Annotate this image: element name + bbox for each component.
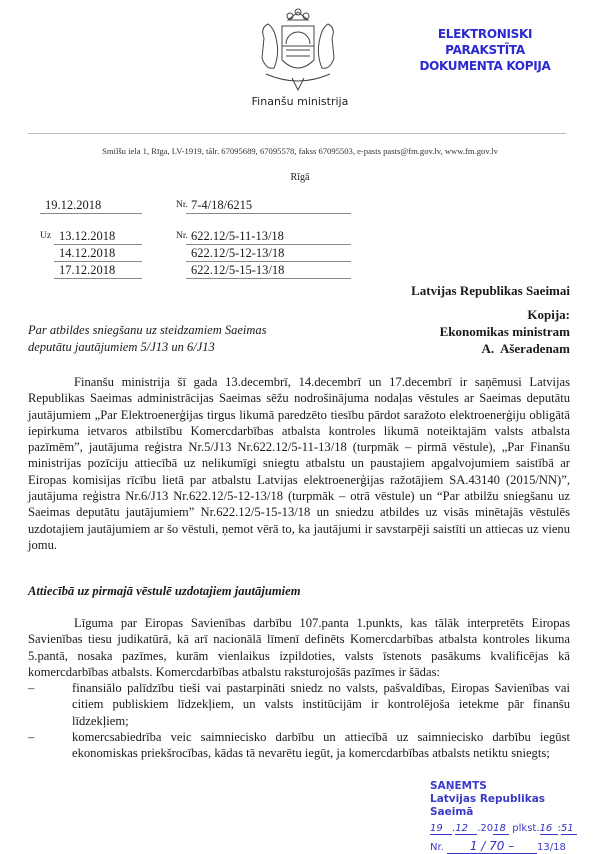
paragraph-text: Līguma par Eiropas Savienības darbību 107.panta 1.punkts, kas tālāk interpretēts Eiropas Savienības tiesu judikatūrā, kā arī nacionālā līmenī definēts Komercdarbības atbalsta kontroles likuma 5.pantā, nosaka pazīmes, kurām vienlaikus izpildoties, valsts īstenots pasākums kvalificējas kā komercdarbības atbalsts. Komercdarbības atbalstu raksturojošās pazīmes ir šādas: xyxy=(28,616,570,679)
ministry-name: Finanšu ministrija xyxy=(251,95,349,108)
paragraph-text: Finanšu ministrija šī gada 13.decembrī, 14.decembrī un 17.decembrī ir saņēmusi Latvijas Republikas Saeimas administrācijas Saeimas sēžu nodrošinājuma nodaļas vēstules ar Saeimas deputātu jautājumiem „Par Elektroenerģijas tirgus likumā paredzēto tiesību pārdot saražoto elektroenerģiju obligātā iepirkuma ietvaros atbilstību Komercdarbības atbalsta kontroles likumā noteiktajām valsts atbalsta pazīmēm”, jautājuma reģistra Nr.5/J13 Nr.622.12/5-11-13/18 (turpmāk – pirmā vēstule), „Par Finanšu ministrijas pozīciju attiecībā uz nelikumīgi sniegtu atbalstu un paustajiem apgalvojumiem saistībā ar Eiropas komisijas rīcību lietā par atbalstu Latvijas elektroenerģijas ražotājiem SA.43140 (2015/NN)”, jautājuma reģistra Nr.6/J13 Nr.622.12/5-12-13/18 (turpmāk – otrā vēstule) un “Par atbilžu sniegšanu uz Saeimas deputātu jautājumiem” Nr.622.12/5-15-13/18 un sniedzu atbildes uz visās minētajās vēstulēs uzdotajiem jautājumiem ar šo vēstuli, ņemot vērā to, ka jautājumi ir savstarpēji saistīti un attiecas uz vienu jomu. xyxy=(28,375,570,552)
received-org: Latvijas Republikas Saeimā xyxy=(430,793,546,818)
received-hour: 16 xyxy=(540,823,558,835)
letter-subject: Par atbildes sniegšanu uz steidzamiem Saeimas deputātu jautājumiem 5/J13 un 6/J13 xyxy=(28,323,267,354)
time-label: plkst. xyxy=(512,823,540,834)
bullet-text: komercsabiedrība veic saimniecisko darbību un attiecībā uz saimniecisko darbību iegūst ekonomiskas priekšrocības, kādas tā nevarētu iegūt, ja komercdarbības atbalsts netiktu sniegts; xyxy=(72,730,570,761)
received-nr-label: Nr. xyxy=(430,842,444,853)
year-prefix: 20 xyxy=(480,823,494,834)
reference-number: 622.12/5-12-13/18 xyxy=(186,246,351,262)
received-year: 18 xyxy=(493,823,509,835)
stamp-line-2: DOKUMENTA KOPIJA xyxy=(419,59,551,73)
coat-of-arms-logo xyxy=(252,8,344,94)
received-minute: 51 xyxy=(561,823,577,835)
received-day: 19 xyxy=(430,823,452,835)
received-title: SAŅEMTS xyxy=(430,780,487,792)
received-stamp xyxy=(430,780,575,854)
bullet-item xyxy=(28,729,570,762)
bullet-dash: – xyxy=(28,730,35,744)
document-date: 19.12.2018 xyxy=(40,198,142,214)
body-paragraph xyxy=(28,615,570,680)
received-month: 12 xyxy=(455,823,477,835)
received-number xyxy=(430,839,575,854)
bullet-item xyxy=(28,680,570,729)
reference-number: 622.12/5-11-13/18 xyxy=(186,229,351,245)
received-nr-suffix: 13/18 xyxy=(537,842,566,853)
copy-recipient-name: A. Ašeradenam xyxy=(481,341,570,356)
reference-date: 17.12.2018 xyxy=(54,263,142,279)
uz-label: Uz xyxy=(40,231,52,241)
bullet-text: finansiālo palīdzību tieši vai pastarpināti sniedz no valsts, pašvaldības, Eiropas Savienības vai citiem publiskiem līdzekļiem, un valsts institūcijām ir kontrolējoša ietekme pār finanšu līdzekļiem; xyxy=(72,681,570,728)
copy-recipient: Ekonomikas ministram xyxy=(439,324,570,339)
electronic-signature-stamp xyxy=(405,26,565,74)
nr-label: Nr. xyxy=(176,200,188,210)
received-nr-handwritten: 1 / 70 – xyxy=(447,839,537,854)
ministry-address: Smilšu iela 1, Rīga, LV-1919, tālr. 67095689, 67095578, fakss 67095503, e-pasts pasts@fm.gov.lv, www.fm.gov.lv xyxy=(102,146,498,156)
nr-label-ref: Nr. xyxy=(176,231,188,241)
reference-number: 622.12/5-15-13/18 xyxy=(186,263,351,279)
reference-date: 13.12.2018 xyxy=(54,229,142,245)
copy-label: Kopija: xyxy=(527,307,570,322)
body-paragraph xyxy=(28,374,570,553)
stamp-line-1: ELEKTRONISKI PARAKSTĪTA xyxy=(437,27,533,57)
document-number: 7-4/18/6215 xyxy=(186,198,351,214)
addressee: Latvijas Republikas Saeimai xyxy=(411,283,570,298)
header-divider xyxy=(28,133,566,134)
place: Rīgā xyxy=(290,172,310,183)
reference-date: 14.12.2018 xyxy=(54,246,142,262)
bullet-dash: – xyxy=(28,681,35,695)
received-datetime: 19 .12 .2018 plkst.16 :51 xyxy=(430,823,575,835)
section-heading: Attiecībā uz pirmajā vēstulē uzdotajiem jautājumiem xyxy=(28,584,301,598)
